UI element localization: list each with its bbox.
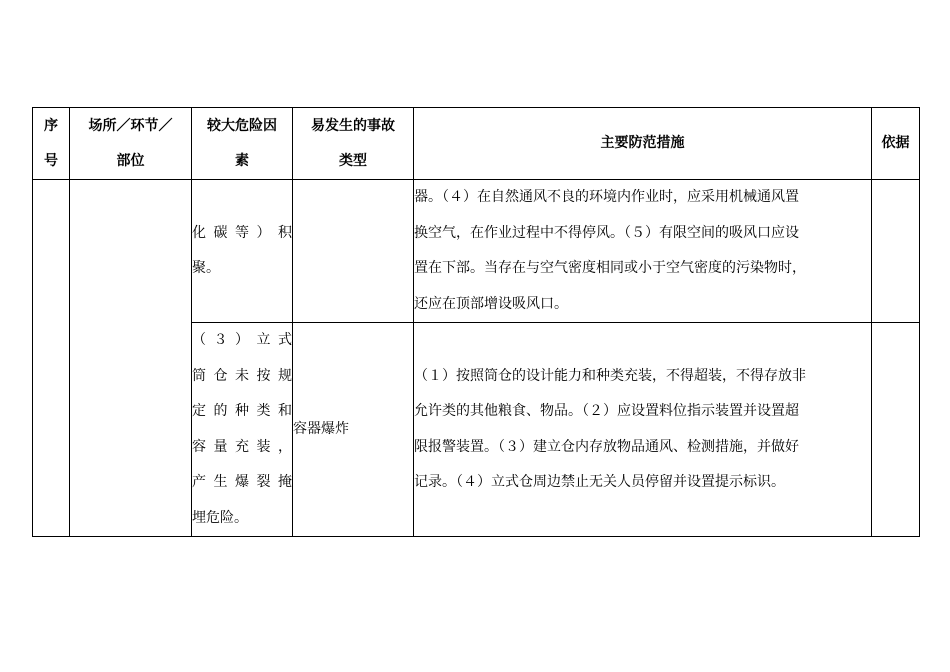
header-seq: [33, 108, 70, 180]
header-hazard-line-1: 较大危险因: [207, 117, 277, 134]
measure-line: 限报警装置。（３）建立仓内存放物品通风、检测措施，并做好: [414, 438, 799, 455]
hazard-line: 筒仓未按规: [192, 367, 292, 384]
basis-cell: [872, 323, 920, 537]
hazard-line: 化碳等）积: [192, 224, 292, 241]
header-seq-line-2: 号: [44, 152, 58, 169]
hazard-line: （３）立式: [192, 332, 292, 348]
hazard-line: 埋危险。: [192, 509, 248, 526]
hazard-line: 定的种类和: [192, 403, 292, 419]
hazard-line: 聚。: [192, 260, 220, 276]
hazard-line: 产生爆裂掩: [192, 474, 292, 490]
measure-line: 还应在顶部增设吸风口。: [414, 295, 568, 312]
header-hazard-line-2: 素: [235, 152, 249, 169]
hazard-cell: [192, 180, 293, 323]
header-seq-line-1: 序: [44, 117, 58, 134]
header-accident: [293, 108, 414, 180]
header-row: [33, 108, 920, 180]
measure-line: 器。（４）在自然通风不良的环境内作业时，应采用机械通风置: [414, 189, 799, 205]
measure-line: 换空气，在作业过程中不得停风。（５）有限空间的吸风口应设: [414, 224, 799, 241]
measure-line: 置在下部。当存在与空气密度相同或小于空气密度的污染物时，: [414, 260, 806, 276]
header-hazard: [192, 108, 293, 180]
measure-line: 记录。（４）立式仓周边禁止无关人员停留并设置提示标识。: [414, 474, 785, 490]
measure-cell: [414, 180, 872, 323]
header-accident-line-1: 易发生的事故: [311, 117, 395, 134]
header-place-line-1: 场所／环节／: [88, 117, 173, 134]
seq-cell: [33, 180, 70, 537]
risk-table: [32, 107, 920, 537]
header-place-line-2: 部位: [116, 152, 145, 169]
measure-cell: [414, 323, 872, 537]
basis-cell: [872, 180, 920, 323]
place-cell: [70, 180, 192, 537]
header-place: [70, 108, 192, 180]
table-row: [33, 180, 920, 323]
measure-line: （１）按照筒仓的设计能力和种类充装，不得超装，不得存放非: [414, 367, 806, 384]
accident-cell: 容器爆炸: [293, 323, 414, 537]
header-accident-line-2: 类型: [339, 152, 367, 169]
accident-cell: [293, 180, 414, 323]
header-measures: 主要防范措施: [414, 108, 872, 180]
hazard-cell: [192, 323, 293, 537]
header-basis: 依据: [872, 108, 920, 180]
measure-line: 允许类的其他粮食、物品。（２）应设置料位指示装置并设置超: [414, 403, 799, 419]
hazard-line: 容量充装，: [192, 438, 292, 455]
